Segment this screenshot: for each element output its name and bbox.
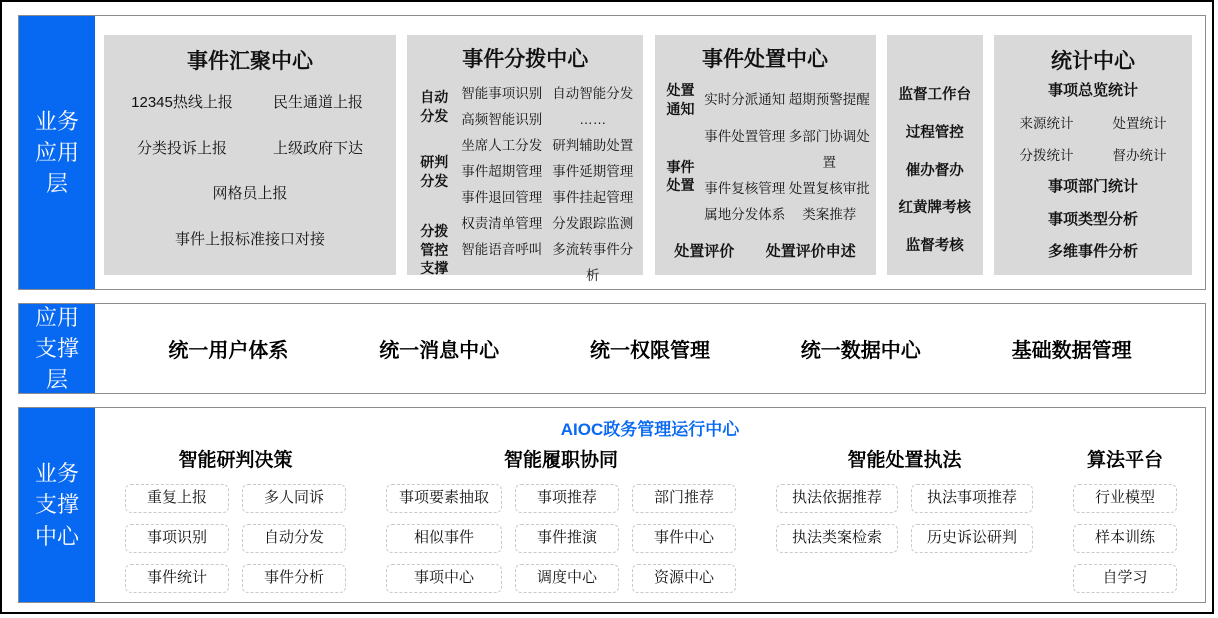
- section-header: 算法平台: [1086, 450, 1163, 471]
- panel-item: 研判辅助处置: [552, 138, 634, 153]
- panel-event-dispatch-center: [407, 35, 643, 283]
- group-label: [659, 81, 703, 119]
- section-header: 智能处置执法: [847, 450, 962, 471]
- chip: 资源中心: [632, 564, 736, 593]
- panel-item: 处置评价: [674, 243, 735, 260]
- support-item: 统一数据中心: [800, 340, 921, 362]
- panel-item: 催办督办: [905, 162, 964, 179]
- group-rows: [456, 81, 638, 133]
- layer-label-text: 业务应用层: [34, 108, 79, 197]
- chip: 行业模型: [1073, 484, 1177, 513]
- panel-body: [114, 79, 386, 261]
- group-label: [412, 81, 456, 133]
- panel-item: 来源统计: [1019, 115, 1074, 131]
- item-row: [456, 211, 638, 237]
- chip: 执法依据推荐: [776, 484, 898, 513]
- panel-item: 事件处置管理: [704, 129, 786, 145]
- item-row: [703, 202, 872, 228]
- panel-item: 处置复核审批: [788, 181, 870, 197]
- chip: 部门推荐: [632, 484, 736, 513]
- panel-item: 事项总览统计: [1047, 82, 1138, 99]
- aioc-center-title: AIOC政务管理运行中心: [560, 420, 740, 439]
- panel-item: 智能事项识别: [461, 86, 543, 101]
- layer-application-support: [18, 303, 1206, 394]
- group-rows: [456, 211, 638, 289]
- support-sections: [95, 440, 1205, 602]
- item-row: [659, 234, 872, 265]
- panel-item: 12345热线上报: [131, 94, 233, 112]
- item-row: [703, 124, 872, 176]
- panel-item: 类案推荐: [802, 207, 857, 223]
- section-algorithm-platform: [1073, 443, 1177, 602]
- item-row: [114, 91, 386, 112]
- item-row: [456, 237, 638, 289]
- layer-label-text: 应用支撑层: [34, 304, 79, 393]
- panel-item: 事件上报标准接口对接: [174, 230, 325, 248]
- group-label: [659, 124, 703, 228]
- item-row: [703, 87, 872, 113]
- layer-label-text: 业务支撑中心: [34, 461, 79, 549]
- panel-item: 权责清单管理: [461, 216, 543, 231]
- panel-item: ……: [579, 112, 607, 127]
- support-item: 统一用户体系: [168, 340, 289, 362]
- group-rows: [456, 133, 638, 211]
- panel-item: 分类投诉上报: [136, 139, 227, 157]
- layer-business-application: [18, 15, 1206, 290]
- panel-supervision-column: [887, 35, 983, 275]
- panel-body: [412, 77, 638, 289]
- panel-title: 统计中心: [1051, 50, 1135, 73]
- chip: 事件分析: [242, 564, 346, 593]
- group-label: [412, 133, 456, 211]
- group-rows: [703, 81, 872, 119]
- chip: 事件中心: [632, 524, 736, 553]
- panel-item: 上级政府下达: [272, 139, 363, 157]
- function-group: [659, 124, 872, 228]
- support-item: 统一消息中心: [379, 340, 500, 362]
- panel-event-disposal-center: [655, 35, 876, 275]
- chip: 历史诉讼研判: [911, 524, 1033, 553]
- panel-item: 超期预警提醒: [788, 91, 870, 107]
- item-row: [456, 81, 638, 107]
- panel-item: 事件延期管理: [552, 164, 634, 179]
- group-label: [412, 211, 456, 289]
- item-row: [456, 185, 638, 211]
- chip: 相似事件: [386, 524, 502, 553]
- panel-item: 监督考核: [905, 238, 964, 254]
- chip: 样本训练: [1073, 524, 1177, 553]
- panel-item: 多维事件分析: [1047, 243, 1138, 260]
- panel-item: 民生通道上报: [272, 94, 363, 112]
- chip: 调度中心: [515, 564, 619, 593]
- chip-grid: [1073, 484, 1177, 593]
- panel-item: 处置评价申述: [765, 243, 856, 260]
- panel-item: 事件超期管理: [461, 164, 543, 179]
- chip: 自学习: [1073, 564, 1177, 593]
- chip: 事件推演: [515, 524, 619, 553]
- item-row: [114, 137, 386, 158]
- panel-item: 事件挂起管理: [552, 190, 634, 205]
- chip: 事项中心: [386, 564, 502, 593]
- function-group: [659, 81, 872, 119]
- group-rows: [703, 124, 872, 228]
- panel-event-hub-center: [104, 35, 396, 275]
- panel-item: 事项部门统计: [1047, 178, 1138, 195]
- panel-item: 坐席人工分发: [461, 138, 543, 153]
- panel-item: 过程管控: [905, 124, 964, 141]
- panel-item: 多流转事件分析: [552, 242, 634, 283]
- panel-item: 自动智能分发: [552, 86, 634, 101]
- chip: 事项识别: [125, 524, 229, 553]
- chip-grid: [125, 484, 346, 593]
- business-support-content: [95, 408, 1205, 602]
- panel-title: 事件汇聚中心: [187, 50, 313, 73]
- section-header: 智能研判决策: [178, 450, 293, 471]
- function-group: [412, 211, 638, 289]
- chip-grid: [776, 484, 1033, 553]
- layer-label-application-support: [19, 304, 95, 393]
- chip: 事项要素抽取: [386, 484, 502, 513]
- panel-statistics-center: [994, 35, 1192, 275]
- panel-body: [659, 77, 872, 265]
- panel-item: 分发跟踪监测: [552, 216, 634, 231]
- chip: 事件统计: [125, 564, 229, 593]
- function-group: [412, 81, 638, 133]
- chip: 重复上报: [125, 484, 229, 513]
- panel-item: 属地分发体系: [704, 207, 786, 223]
- group-label-text: 事件处置: [666, 158, 695, 194]
- section-intelligent-enforcement: [776, 443, 1033, 602]
- panel-item: 高频智能识别: [461, 112, 543, 127]
- section-header: 智能履职协同: [503, 450, 618, 471]
- support-item: 基础数据管理: [1011, 340, 1132, 362]
- item-row: [456, 133, 638, 159]
- panel-item: 智能语音呼叫: [461, 242, 543, 257]
- section-intelligent-duty-collaboration: [386, 443, 736, 602]
- layer-label-business-support-center: [19, 408, 95, 602]
- layer-business-support-center: [18, 407, 1206, 603]
- item-row: [456, 107, 638, 133]
- group-label-text: 研判分发: [420, 154, 449, 189]
- item-row: [703, 176, 872, 202]
- support-item: 统一权限管理: [589, 340, 710, 362]
- panel-item: 红黄牌考核: [898, 200, 971, 217]
- panel-item: 事件复核管理: [704, 181, 786, 197]
- panel-title: 事件分拨中心: [462, 48, 589, 71]
- chip: 执法类案检索: [776, 524, 898, 553]
- business-application-content: [95, 16, 1205, 289]
- chip-grid: [386, 484, 736, 593]
- chip: 执法事项推荐: [911, 484, 1033, 513]
- item-grid: [1000, 112, 1186, 164]
- panel-title: 事件处置中心: [702, 48, 828, 71]
- layer-label-business-application: [19, 16, 95, 289]
- group-label-text: 处置通知: [666, 82, 695, 117]
- application-support-content: [95, 304, 1205, 393]
- panel-item: 多部门协调处置: [788, 129, 870, 171]
- group-label-text: 分拨管控支撑: [420, 222, 449, 277]
- item-row: [456, 159, 638, 185]
- panel-item: 分拨统计: [1019, 147, 1074, 163]
- panel-item: 网格员上报: [212, 185, 288, 203]
- chip: 事项推荐: [515, 484, 619, 513]
- chip: 自动分发: [242, 524, 346, 553]
- panel-item: 督办统计: [1112, 147, 1167, 163]
- panel-item: 实时分派通知: [704, 91, 786, 107]
- chip: 多人同诉: [242, 484, 346, 513]
- panel-item: 监督工作台: [898, 87, 971, 103]
- panel-item: 事项类型分析: [1047, 210, 1138, 228]
- group-label-text: 自动分发: [420, 89, 449, 124]
- section-intelligent-judgment: [125, 443, 346, 602]
- panel-item: 事件退回管理: [461, 190, 543, 205]
- panel-body: [1000, 79, 1186, 261]
- panel-item: 处置统计: [1112, 115, 1167, 131]
- function-group: [412, 133, 638, 211]
